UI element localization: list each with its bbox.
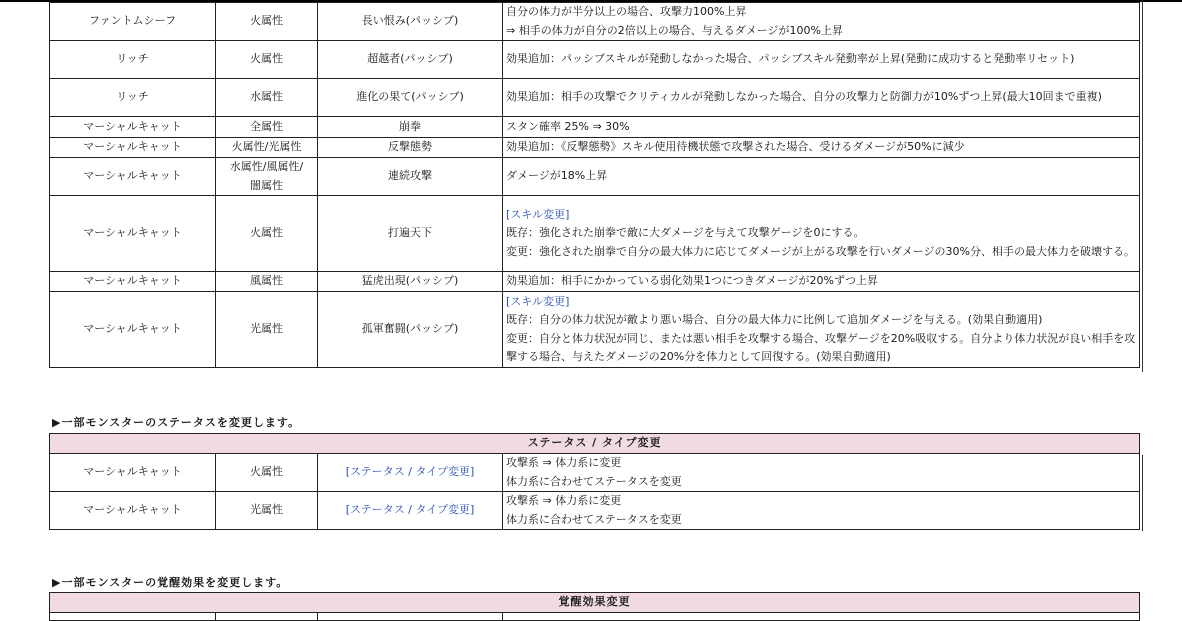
monster-name: リッチ [50,41,216,79]
effect-cell [503,79,1140,117]
section-header: 覚醒効果変更 [50,593,1140,613]
effect-line: 効果追加：《反撃態勢》スキル使用待機状態で攻撃された場合、受けるダメージが50%に減少 [506,140,965,154]
section-header: ステータス / タイプ変更 [50,434,1140,454]
attribute: 火属性 [216,454,318,492]
attribute-line: 闇属性 [250,178,283,192]
effect-cell [503,292,1140,368]
attribute: 火属性 [216,41,318,79]
table-row [50,292,1140,368]
table-row [50,454,1140,492]
table-row [50,492,1140,530]
effect-cell [503,138,1140,158]
effect-line: 自分の体力が半分以上の場合、攻撃力100%上昇 [506,5,747,18]
effect-line: ダメージが18%上昇 [506,169,608,183]
effect-line: 既存：自分の体力状況が敵より悪い場合、自分の最大体力に比例して追加ダメージを与える。(効果自動適用) [506,313,1043,326]
effect-line: 変更：自分と体力状況が同じ、または悪い相手を攻撃する場合、攻撃ゲージを20%吸収する。自分より体力状況が良い相手を攻撃する場合、与えたダメージの20%分を体力として回復する。(効果自動適用) [506,331,1136,363]
skill-name: 超越者(パッシブ) [318,41,503,79]
effect-line: 攻撃系 ⇒ 体力系に変更 [506,494,622,507]
attribute: 光属性 [216,292,318,368]
effect-cell [503,158,1140,196]
section-header-row [50,593,1140,613]
table-row [50,3,1140,41]
section-header-row [50,434,1140,454]
skill-change-tag: [スキル変更] [506,294,570,308]
attribute: 全属性 [216,117,318,138]
skill-name: 孤軍奮闘(パッシブ) [318,292,503,368]
skill-name: 打遍天下 [318,196,503,272]
effect-cell [503,492,1140,530]
effect-line: 変更：強化された崩拳で自分の最大体力に応じてダメージが上がる攻撃を行いダメージの30%分、相手の最大体力を破壊する。 [506,244,1136,258]
attribute: 風属性 [216,272,318,292]
skill-name: 反撃態勢 [318,138,503,158]
status-section-note: ▶一部モンスターのステータスを変更します。 [52,416,301,429]
attribute: 水属性 [216,79,318,117]
skill-name: 崩拳 [318,117,503,138]
table-row [50,272,1140,292]
skill-name: 連続攻撃 [318,158,503,196]
effect-line: ⇒ 相手の体力が自分の2倍以上の場合、与えるダメージが100%上昇 [506,23,843,37]
attribute: 火属性 [216,196,318,272]
monster-name: マーシャルキャット [50,196,216,272]
awakening-section-note: ▶一部モンスターの覚醒効果を変更します。 [52,576,289,589]
attribute-line: 水属性/風属性/ [229,160,304,173]
status-change-tag: [ステータス / タイプ変更] [318,454,503,492]
effect-cell [503,196,1140,272]
skill-change-table [49,2,1140,368]
monster-name: マーシャルキャット [50,454,216,492]
effect-cell [503,454,1140,492]
attribute: 火属性 [216,3,318,41]
effect-line: 攻撃系 ⇒ 体力系に変更 [506,456,622,469]
table-row [50,117,1140,138]
monster-name: マーシャルキャット [50,117,216,138]
effect-line: 効果追加：パッシブスキルが発動しなかった場合、パッシブスキル発動率が上昇(発動に成功すると発動率リセット) [506,52,1075,66]
right-divider [1142,0,1143,372]
attribute [216,158,318,196]
monster-name: マーシャルキャット [50,138,216,158]
skill-name: 進化の果て(パッシブ) [318,79,503,117]
effect-line: 体力系に合わせてステータスを変更 [506,512,682,526]
attribute: 火属性/光属性 [216,138,318,158]
effect-line: 体力系に合わせてステータスを変更 [506,474,682,488]
skill-change-tag: [スキル変更] [506,207,570,221]
table-row [50,196,1140,272]
monster-name: マーシャルキャット [50,292,216,368]
effect-cell [503,41,1140,79]
skill-name: 猛虎出現(パッシブ) [318,272,503,292]
monster-name: リッチ [50,79,216,117]
effect-cell [503,3,1140,41]
monster-name: ファントムシーフ [50,3,216,41]
effect-line: 効果追加：相手にかかっている弱化効果1つにつきダメージが20%ずつ上昇 [506,274,879,288]
monster-name: マーシャルキャット [50,272,216,292]
effect-line: 既存：強化された崩拳で敵に大ダメージを与えて攻撃ゲージを0にする。 [506,226,865,240]
status-change-tag: [ステータス / タイプ変更] [318,492,503,530]
table-row [50,79,1140,117]
effect-cell [503,272,1140,292]
attribute: 光属性 [216,492,318,530]
effect-line: 効果追加：相手の攻撃でクリティカルが発動しなかった場合、自分の攻撃力と防御力が10%ずつ上昇(最大10回まで重複) [506,90,1102,104]
right-divider [1142,455,1143,531]
monster-name: マーシャルキャット [50,158,216,196]
table-row [50,138,1140,158]
status-change-table [49,433,1140,530]
table-row [50,158,1140,196]
effect-cell [503,117,1140,138]
table-row [50,41,1140,79]
effect-line: スタン確率 25% ⇒ 30% [506,119,630,133]
monster-name: マーシャルキャット [50,492,216,530]
skill-name: 長い恨み(パッシブ) [318,3,503,41]
